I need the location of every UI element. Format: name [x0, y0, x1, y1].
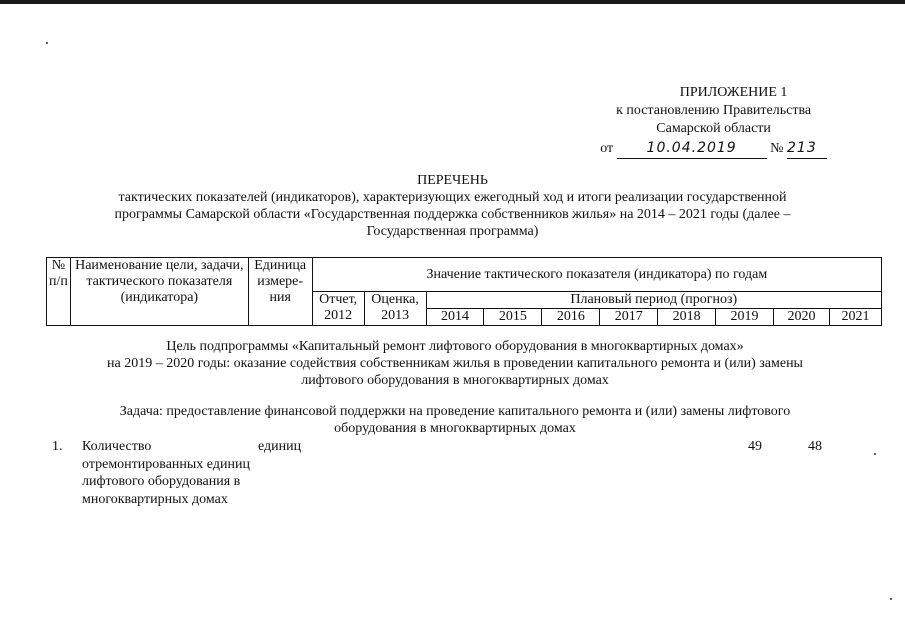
header-values: Значение тактического показателя (индикатора) по годам	[312, 258, 881, 292]
number-prefix: №	[770, 141, 784, 156]
indicator-value-2019: 49	[748, 439, 762, 454]
header-plan: Плановый период (прогноз)	[426, 292, 881, 309]
header-unit: Единица измере-ния	[248, 258, 312, 326]
plan-year-cell: 2016	[542, 309, 600, 326]
task-line-1: Задача: предоставление финансовой поддержки на проведение капитального ремонта и (или) замены лифтового	[119, 404, 791, 419]
scan-speck	[890, 598, 892, 600]
header-estimate	[364, 292, 426, 326]
appendix-date-row	[600, 139, 827, 159]
indicator-name: Количество отремонтированных единиц лифтового оборудования в многоквартирных домах	[82, 439, 250, 507]
subprogram-task	[60, 403, 850, 437]
date-value: 10.04.2019	[646, 140, 737, 156]
scan-speck	[874, 453, 876, 455]
goal-line-2: на 2019 – 2020 годы: оказание содействия собственникам жилья в проведении капитального ремонта и (или) замены	[107, 356, 803, 371]
plan-year-cell: 2019	[716, 309, 774, 326]
indicator-unit: единиц	[258, 439, 302, 454]
indicators-table	[46, 257, 882, 326]
plan-year-cell: 2017	[600, 309, 658, 326]
appendix-line-3: Самарской области	[656, 121, 771, 136]
heading-line-1: тактических показателей (индикаторов), характеризующих ежегодный ход и итоги реализации государственной	[118, 190, 787, 205]
heading-line-3: Государственная программа)	[366, 224, 539, 239]
header-report	[312, 292, 364, 326]
indicator-number: 1.	[52, 439, 63, 454]
header-report-year: 2012	[324, 308, 353, 323]
appendix-line-2: к постановлению Правительства	[616, 103, 812, 118]
indicator-value-2020: 48	[808, 439, 822, 454]
heading-title: ПЕРЕЧЕНЬ	[417, 173, 488, 188]
header-estimate-label: Оценка,	[371, 292, 419, 307]
number-field	[787, 139, 827, 159]
header-estimate-year: 2013	[381, 308, 410, 323]
goal-line-1: Цель подпрограммы «Капитальный ремонт лифтового оборудования в многоквартирных домах»	[166, 339, 744, 354]
appendix-title: ПРИЛОЖЕНИЕ 1	[679, 85, 788, 100]
plan-year-cell: 2021	[829, 309, 881, 326]
plan-year-cell: 2018	[658, 309, 716, 326]
plan-year-cell: 2020	[774, 309, 830, 326]
number-value: 213	[787, 140, 817, 156]
header-number: № п/п	[47, 258, 71, 326]
appendix-block	[600, 84, 827, 159]
scan-top-edge	[0, 0, 905, 4]
heading-line-2: программы Самарской области «Государственная поддержка собственников жилья» на 2014 – 2021 годы (далее –	[114, 207, 791, 222]
document-heading	[40, 172, 865, 240]
date-field	[617, 139, 767, 159]
header-report-label: Отчет,	[319, 292, 358, 307]
scan-speck	[46, 42, 48, 44]
plan-year-cell: 2015	[484, 309, 542, 326]
subprogram-goal	[60, 338, 850, 389]
goal-line-3: лифтового оборудования в многоквартирных домах	[301, 373, 609, 388]
date-prefix: от	[600, 141, 614, 156]
header-name: Наименование цели, задачи, тактического показателя (индикатора)	[70, 258, 248, 326]
task-line-2: оборудования в многоквартирных домах	[334, 421, 576, 436]
plan-year-cell: 2014	[426, 309, 484, 326]
